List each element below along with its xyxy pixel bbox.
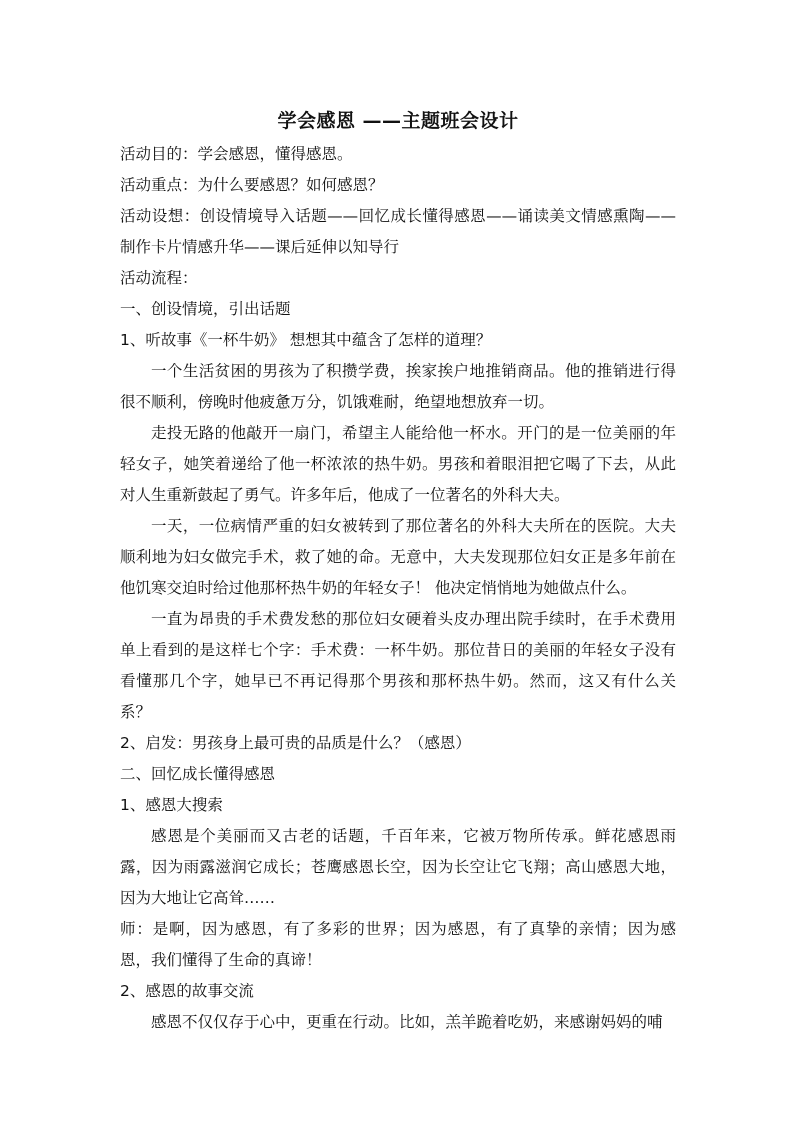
document-title: 学会感恩 ——主题班会设计 <box>277 110 519 132</box>
paragraph: 一直为昂贵的手术费发愁的那位妇女硬着头皮办理出院手续时，在手术费用单上看到的是这样七个字：手术费：一杯牛奶。那位昔日的美丽的年轻女子没有看懂那几个字，她早已不再记得那个男孩和那杯热牛奶。然而，这又有什么关系？ <box>120 610 676 721</box>
paragraph: 走投无路的他敲开一扇门，希望主人能给他一杯水。开门的是一位美丽的年轻女子，她笑着递给了他一杯浓浓的热牛奶。男孩和着眼泪把它喝了下去，从此对人生重新鼓起了勇气。许多年后，他成了一位著名的外科大夫。 <box>120 424 676 504</box>
paragraph: 感恩不仅仅存于心中，更重在行动。比如，羔羊跪着吃奶，来感谢妈妈的哺 <box>151 1013 663 1031</box>
paragraph: 活动设想：创设情境导入话题——回忆成长懂得感恩——诵读美文情感熏陶——制作卡片情感升华——课后延伸以知导行 <box>120 207 676 256</box>
paragraph: 活动重点：为什么要感恩？如何感恩？ <box>120 176 384 194</box>
paragraph-list <box>120 139 676 1038</box>
paragraph: 活动目的：学会感恩，懂得感恩。 <box>120 145 353 163</box>
paragraph: 感恩是个美丽而又古老的话题，千百年来，它被万物所传承。鲜花感恩雨露，因为雨露滋润它成长；苍鹰感恩长空，因为长空让它飞翔；高山感恩大地，因为大地让它高耸…… <box>120 827 676 907</box>
paragraph: 活动流程： <box>120 269 198 287</box>
paragraph: 师：是啊，因为感恩，有了多彩的世界；因为感恩，有了真挚的亲情；因为感恩，我们懂得了生命的真谛！ <box>120 920 676 969</box>
paragraph: 一天，一位病情严重的妇女被转到了那位著名的外科大夫所在的医院。大夫顺利地为妇女做完手术，救了她的命。无意中，大夫发现那位妇女正是多年前在他饥寒交迫时给过他那杯热牛奶的年轻女子！ 他决定悄悄地为她做点什么。 <box>120 517 676 597</box>
paragraph: 二、回忆成长懂得感恩 <box>120 765 276 783</box>
document-body <box>120 103 676 1038</box>
paragraph: 1、听故事《一杯牛奶》 想想其中蕴含了怎样的道理？ <box>120 331 492 349</box>
paragraph: 一、创设情境，引出话题 <box>120 300 291 318</box>
paragraph: 2、感恩的故事交流 <box>120 982 254 1000</box>
paragraph: 1、感恩大搜索 <box>120 796 223 814</box>
paragraph: 一个生活贫困的男孩为了积攒学费，挨家挨户地推销商品。他的推销进行得很不顺利，傍晚时他疲惫万分，饥饿难耐，绝望地想放弃一切。 <box>120 362 676 411</box>
paragraph: 2、启发：男孩身上最可贵的品质是什么？（感恩） <box>120 734 471 752</box>
